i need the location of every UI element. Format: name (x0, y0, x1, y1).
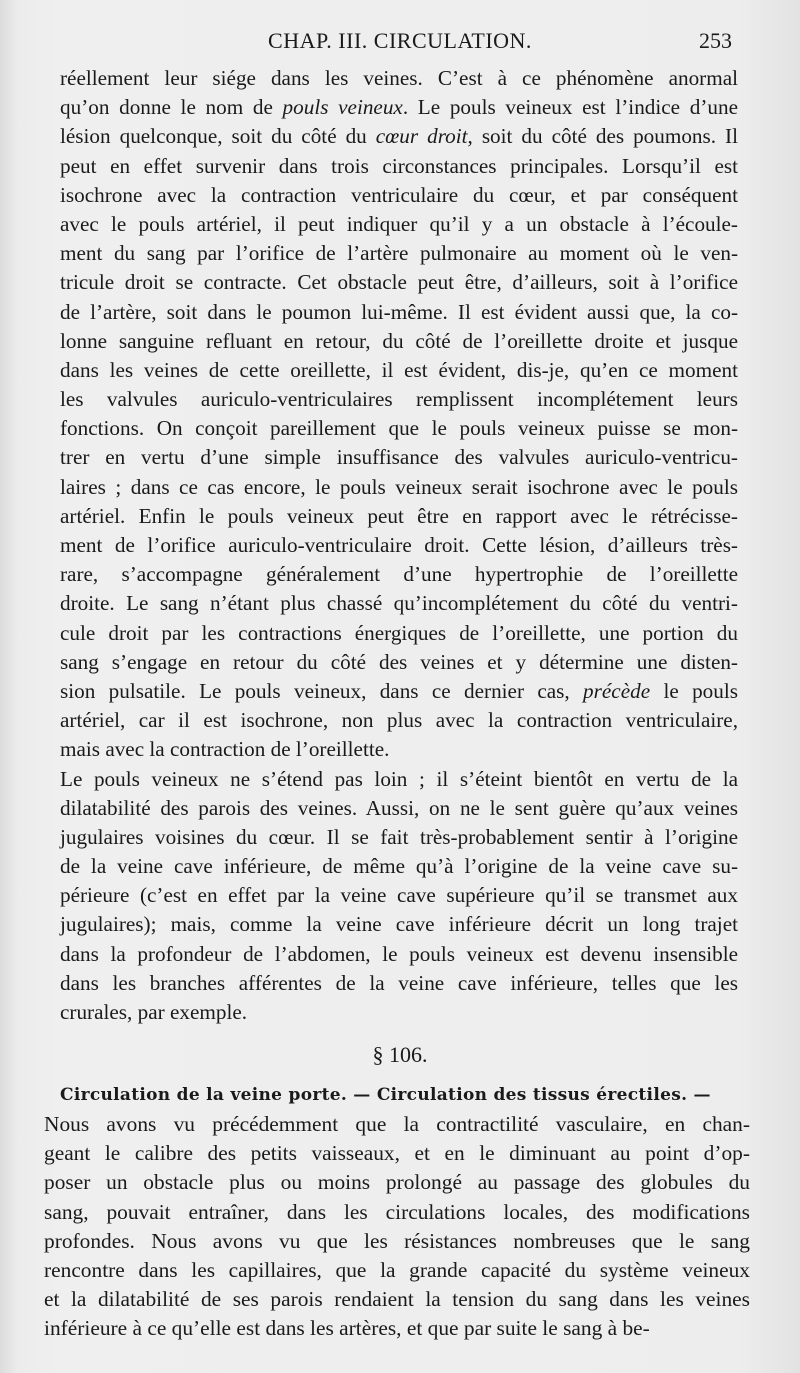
text-line: dans les branches afférentes de la veine cave inférieure, telles que les (60, 970, 738, 995)
section-text-block (44, 1110, 750, 1344)
text-line: crurales, par exemple. (60, 1000, 248, 1024)
text-line: geant le calibre des petits vaisseaux, et en le diminuant au point d’op- (44, 1141, 750, 1166)
text-line: isochrone avec la contraction ventriculaire du cœur, et par conséquent (60, 182, 738, 207)
text-line: peut en effet survenir dans trois circonstances principales. Lorsqu’il est (60, 153, 738, 178)
text-line: ment de l’orifice auriculo-ventriculaire droit. Cette lésion, d’ailleurs très- (60, 533, 738, 557)
text-line: laires ; dans ce cas encore, le pouls veineux serait isochrone avec le pouls (60, 474, 738, 499)
paragraph-pouls-veineux-extent (60, 765, 738, 1028)
text-line: inférieure à ce qu’elle est dans les artères, et que par suite le sang à be- (44, 1316, 650, 1341)
text-line: de l’artère, soit dans le poumon lui-même. Il est évident aussi que, la co- (60, 299, 738, 324)
text-line: lésion quelconque, soit du côté du cœur droit, soit du côté des poumons. Il (60, 124, 738, 149)
text-line: sang, pouvait entraîner, dans les circulations locales, des modifications (44, 1199, 750, 1224)
section-subheading: Circulation de la veine porte. — Circulation des tissus érectiles. — (60, 1085, 711, 1105)
text-line: périeure (c’est en effet par la veine cave supérieure qu’il se transmet aux (60, 883, 738, 908)
text-line: tricule droit se contracte. Cet obstacle peut être, d’ailleurs, soit à l’orifice (60, 270, 738, 295)
text-line: artériel, car il est isochrone, non plus avec la contraction ventriculaire, (60, 708, 738, 733)
text-line: lonne sanguine refluant en retour, du côté de l’oreillette droite et jusque (60, 328, 738, 353)
main-text-block (60, 64, 738, 1027)
page-number: 253 (699, 28, 732, 53)
text-line: jugulaires); mais, comme la veine cave inférieure décrit un long trajet (60, 912, 738, 937)
paragraph-pouls-veineux-causes (60, 64, 738, 765)
running-title: CHAP. III. CIRCULATION. (268, 28, 532, 53)
text-line: jugulaires voisines du cœur. Il se fait très-probablement sentir à l’origine (60, 824, 738, 849)
text-line: Nous avons vu précédemment que la contractilité vasculaire, en chan- (44, 1112, 750, 1136)
text-line: mais avec la contraction de l’oreillette. (60, 737, 390, 762)
text-line: avec le pouls artériel, il peut indiquer qu’il y a un obstacle à l’écoule- (60, 211, 738, 236)
text-line: dans la profondeur de l’abdomen, le pouls veineux est devenu insensible (60, 941, 738, 966)
text-line: Le pouls veineux ne s’étend pas loin ; il s’éteint bientôt en vertu de la (60, 766, 738, 791)
text-line: fonctions. On conçoit pareillement que le pouls veineux puisse se mon- (60, 416, 738, 441)
text-line: profondes. Nous avons vu que les résistances nombreuses que le sang (44, 1228, 750, 1253)
text-line: de la veine cave inférieure, de même qu’à l’origine de la veine cave su- (60, 854, 738, 879)
text-line: qu’on donne le nom de pouls veineux. Le pouls veineux est l’indice d’une (60, 95, 738, 120)
text-line: droite. Le sang n’étant plus chassé qu’incomplétement du côté du ventri- (60, 591, 738, 616)
text-line: et la dilatabilité de ses parois rendaient la tension du sang dans les veines (44, 1287, 750, 1312)
text-line: ment du sang par l’orifice de l’artère pulmonaire au moment où le ven- (60, 241, 738, 266)
text-line: rare, s’accompagne généralement d’une hypertrophie de l’oreillette (60, 562, 738, 587)
section-number: § 106. (372, 1042, 428, 1067)
text-line: poser un obstacle plus ou moins prolongé au passage des globules du (44, 1170, 750, 1195)
text-line: artériel. Enfin le pouls veineux peut être en rapport avec le rétrécisse- (60, 503, 738, 528)
text-line: réellement leur siége dans les veines. C’est à ce phénomène anormal (60, 66, 738, 90)
text-line: trer en vertu d’une simple insuffisance des valvules auriculo-ventricu- (60, 445, 738, 470)
paragraph-contractilite-vasculaire (44, 1110, 750, 1344)
text-line: dans les veines de cette oreillette, il est évident, dis-je, qu’en ce moment (60, 357, 738, 382)
text-line: sang s’engage en retour du côté des veines et y détermine une disten- (60, 649, 738, 674)
text-line: cule droit par les contractions énergiques de l’oreillette, une portion du (60, 620, 738, 645)
page-header (0, 28, 800, 62)
text-line: rencontre dans les capillaires, que la grande capacité du système veineux (44, 1257, 750, 1282)
text-line: sion pulsatile. Le pouls veineux, dans ce dernier cas, précède le pouls (60, 678, 738, 703)
text-line: dilatabilité des parois des veines. Aussi, on ne le sent guère qu’aux veines (60, 795, 738, 820)
text-line: les valvules auriculo-ventriculaires remplissent incomplétement leurs (60, 387, 738, 412)
